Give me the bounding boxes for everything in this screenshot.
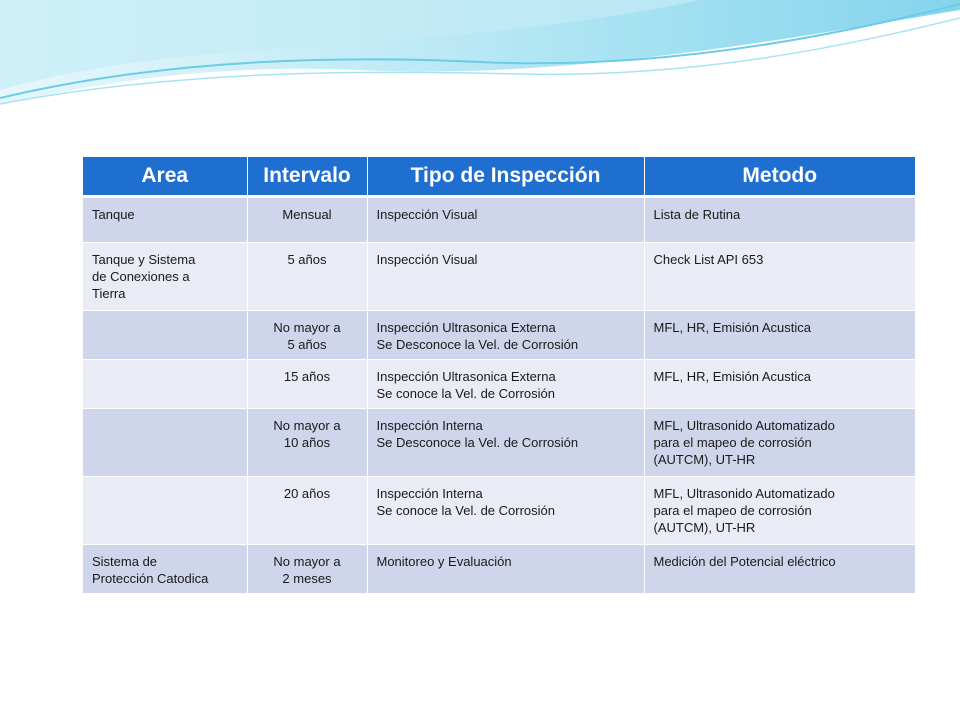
cell-intervalo: No mayor a 2 meses: [247, 545, 367, 594]
cell-metodo: Check List API 653: [644, 243, 915, 311]
table-row: [83, 409, 915, 477]
cell-intervalo: No mayor a 5 años: [247, 311, 367, 360]
cell-metodo: MFL, HR, Emisión Acustica: [644, 311, 915, 360]
table-row: [83, 243, 915, 311]
cell-tipo: Monitoreo y Evaluación: [367, 545, 644, 594]
cell-area: [83, 311, 247, 360]
cell-metodo: MFL, Ultrasonido Automatizado para el mapeo de corrosión (AUTCM), UT-HR: [644, 409, 915, 477]
inspection-table-wrapper: [83, 157, 915, 594]
table-row: [83, 477, 915, 545]
cell-intervalo: 20 años: [247, 477, 367, 545]
cell-tipo: Inspección Ultrasonica Externa Se Desconoce la Vel. de Corrosión: [367, 311, 644, 360]
table-row: [83, 360, 915, 409]
cell-intervalo: 5 años: [247, 243, 367, 311]
header-area: Area: [83, 157, 247, 197]
cell-metodo: Lista de Rutina: [644, 197, 915, 243]
cell-metodo: MFL, HR, Emisión Acustica: [644, 360, 915, 409]
cell-intervalo: 15 años: [247, 360, 367, 409]
cell-area: Tanque y Sistema de Conexiones a Tierra: [83, 243, 247, 311]
header-tipo-inspeccion: Tipo de Inspección: [367, 157, 644, 197]
cell-tipo: Inspección Ultrasonica Externa Se conoce la Vel. de Corrosión: [367, 360, 644, 409]
cell-tipo: Inspección Interna Se conoce la Vel. de Corrosión: [367, 477, 644, 545]
cell-tipo: Inspección Visual: [367, 197, 644, 243]
cell-tipo: Inspección Interna Se Desconoce la Vel. de Corrosión: [367, 409, 644, 477]
cell-intervalo: No mayor a 10 años: [247, 409, 367, 477]
cell-metodo: Medición del Potencial eléctrico: [644, 545, 915, 594]
header-intervalo: Intervalo: [247, 157, 367, 197]
cell-metodo: MFL, Ultrasonido Automatizado para el mapeo de corrosión (AUTCM), UT-HR: [644, 477, 915, 545]
cell-area: [83, 409, 247, 477]
cell-area: Sistema de Protección Catodica: [83, 545, 247, 594]
table-header-row: [83, 157, 915, 197]
cell-area: Tanque: [83, 197, 247, 243]
table-row: [83, 545, 915, 594]
decorative-wave: [0, 0, 960, 130]
cell-area: [83, 360, 247, 409]
cell-intervalo: Mensual: [247, 197, 367, 243]
table-row: [83, 311, 915, 360]
inspection-table: [83, 157, 915, 594]
table-row: [83, 197, 915, 243]
cell-tipo: Inspección Visual: [367, 243, 644, 311]
header-metodo: Metodo: [644, 157, 915, 197]
cell-area: [83, 477, 247, 545]
